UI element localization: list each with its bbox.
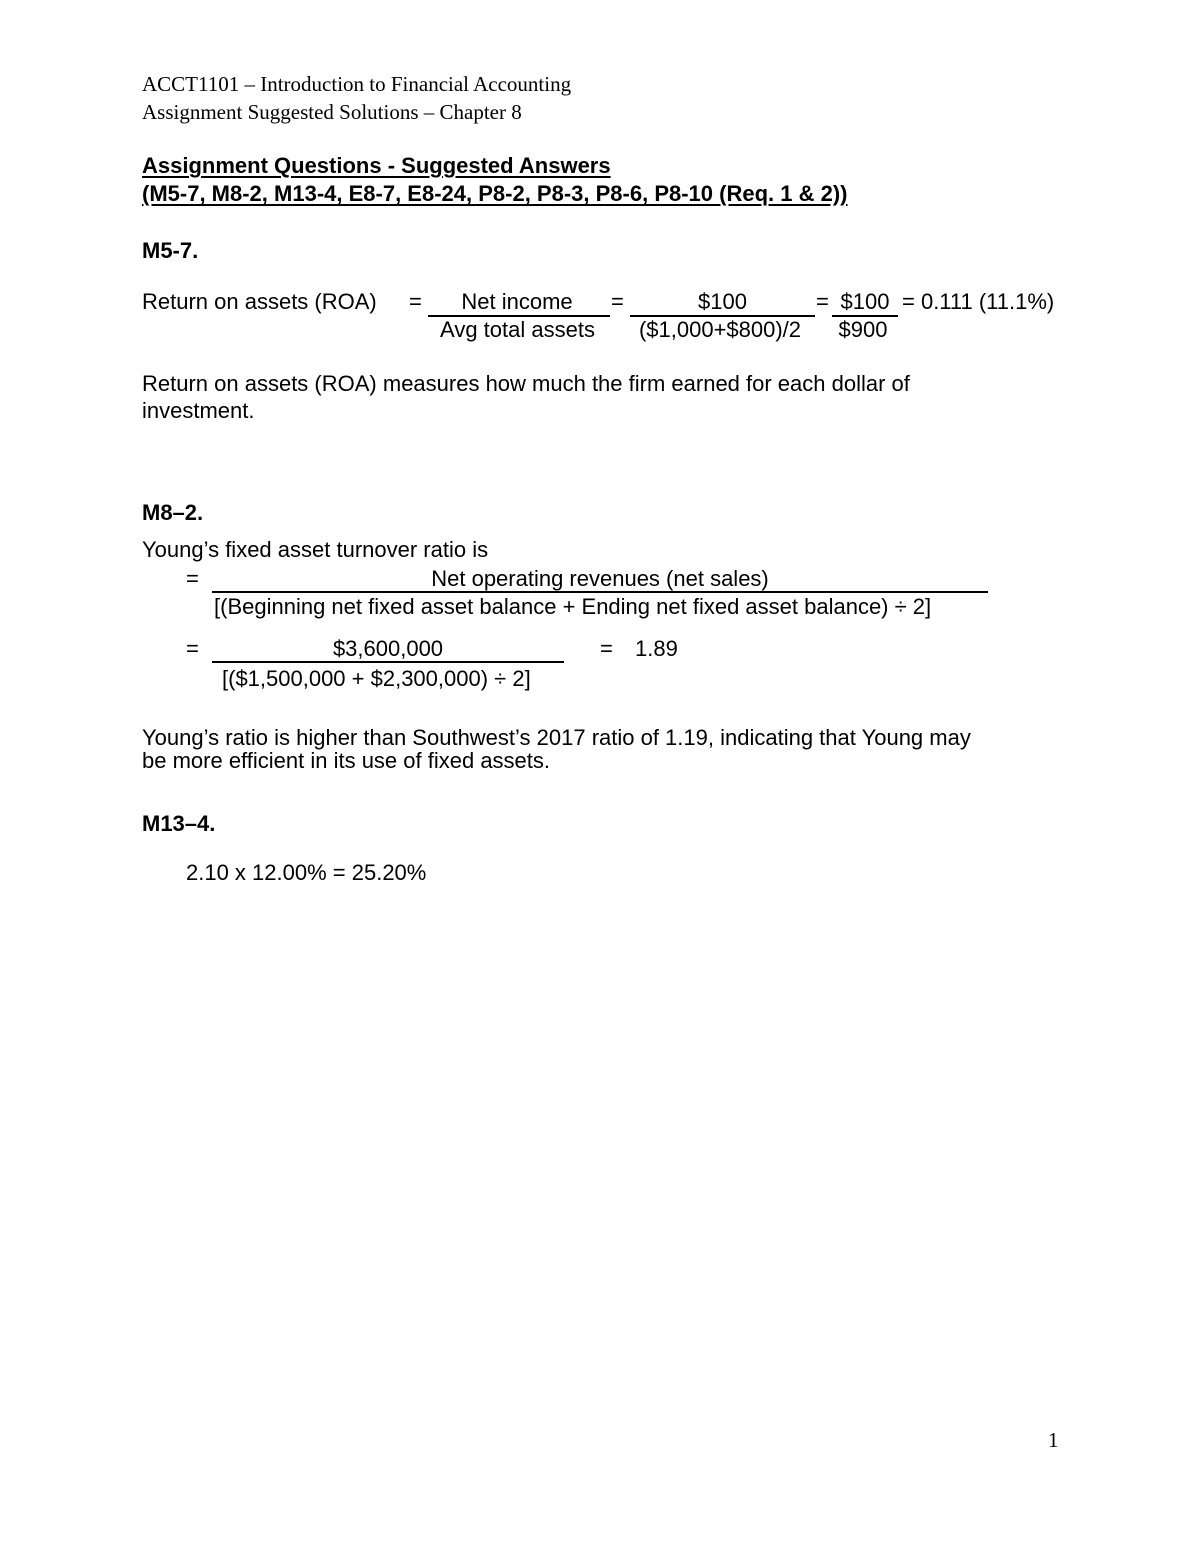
m13-4-heading: M13–4. xyxy=(142,811,216,836)
roa-numerator-1: Net income xyxy=(461,289,573,314)
fat-denominator-1: [(Beginning net fixed asset balance + Ending net fixed asset balance) ÷ 2] xyxy=(214,594,932,619)
roa-explanation-line-2: investment. xyxy=(142,398,255,423)
fat-equals-1: = xyxy=(186,566,199,591)
roa-equals-1: = xyxy=(409,289,422,314)
roa-explanation-line-1: Return on assets (ROA) measures how much the firm earned for each dollar of xyxy=(142,371,910,396)
fixed-asset-turnover-intro: Young’s fixed asset turnover ratio is xyxy=(142,537,489,562)
fat-denominator-2: [($1,500,000 + $2,300,000) ÷ 2] xyxy=(222,666,531,691)
fat-fraction-line-2 xyxy=(212,661,564,663)
roa-denominator-1: Avg total assets xyxy=(440,317,595,342)
roa-denominator-2: ($1,000+$800)/2 xyxy=(638,317,802,342)
page-number: 1 xyxy=(1048,1428,1059,1452)
course-title: ACCT1101 – Introduction to Financial Accounting xyxy=(142,72,572,96)
fat-fraction-line-1 xyxy=(212,591,988,593)
roa-denominator-3: $900 xyxy=(838,317,888,342)
roa-numerator-2: $100 xyxy=(698,289,747,314)
fat-equals-2: = xyxy=(186,636,199,661)
question-list: (M5-7, M8-2, M13-4, E8-7, E8-24, P8-2, P8-3, P8-6, P8-10 (Req. 1 & 2)) xyxy=(142,181,848,206)
fat-numerator-1: Net operating revenues (net sales) xyxy=(431,566,769,591)
m8-2-heading: M8–2. xyxy=(142,500,204,525)
roa-label: Return on assets (ROA) xyxy=(142,289,377,314)
m5-7-heading: M5-7. xyxy=(142,238,199,263)
m13-4-calculation: 2.10 x 12.00% = 25.20% xyxy=(186,860,427,885)
fat-result: 1.89 xyxy=(635,636,678,661)
roa-equals-3: = xyxy=(816,289,829,314)
fat-equals-3: = xyxy=(600,636,613,661)
roa-numerator-3: $100 xyxy=(840,289,890,314)
fat-conclusion-line-1: Young’s ratio is higher than Southwest’s 2017 ratio of 1.19, indicating that Young may xyxy=(142,725,971,750)
section-title: Assignment Questions - Suggested Answers xyxy=(142,153,611,178)
roa-result: = 0.111 (11.1%) xyxy=(902,289,1055,314)
document-subtitle: Assignment Suggested Solutions – Chapter 8 xyxy=(142,100,522,124)
roa-equals-2: = xyxy=(611,289,624,314)
fat-conclusion-line-2: be more efficient in its use of fixed assets. xyxy=(142,748,551,773)
fat-numerator-2: $3,600,000 xyxy=(332,636,444,661)
